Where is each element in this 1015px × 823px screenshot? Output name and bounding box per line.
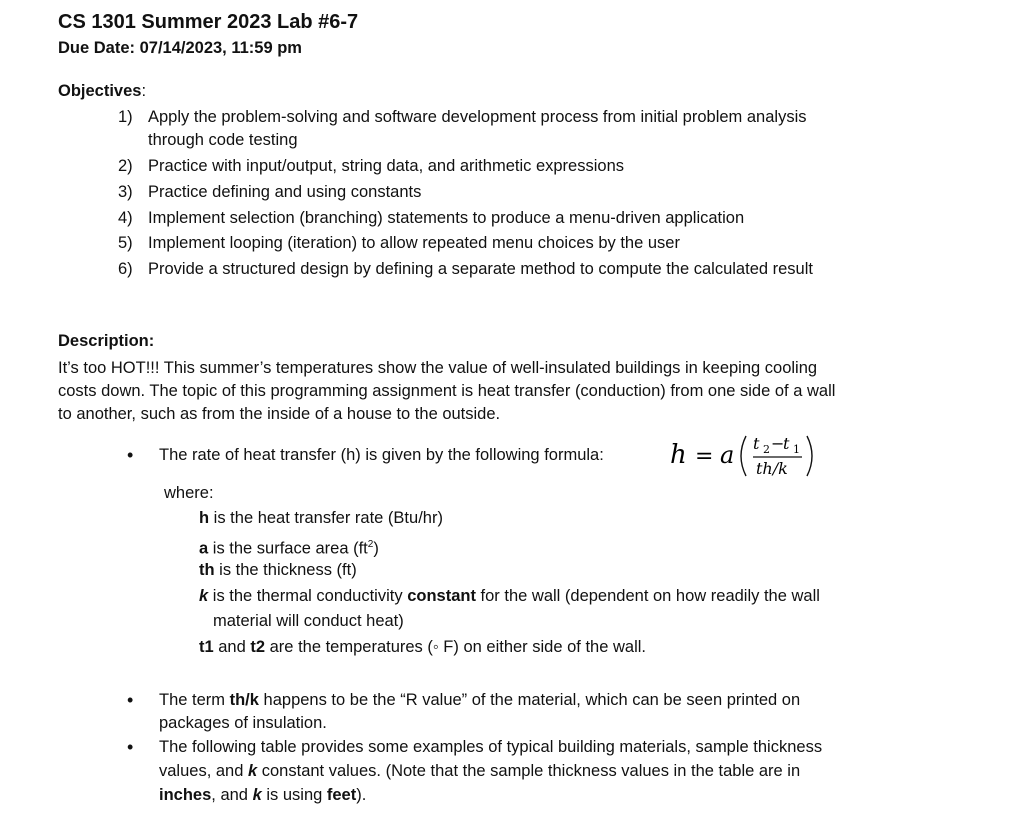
description-heading: Description:	[58, 332, 155, 350]
var-a-sup: 2	[367, 539, 374, 550]
var-t1: t1	[199, 638, 214, 656]
formula-denominator: th/k	[756, 459, 788, 478]
units-mid2: is using	[261, 786, 327, 804]
objective-item-continued: through code testing	[148, 131, 298, 149]
table-intro-line-2	[159, 760, 800, 783]
var-k: k	[199, 587, 209, 605]
var-a: a	[199, 539, 209, 558]
objective-item: Implement looping (iteration) to allow repeated menu choices by the user	[148, 234, 680, 252]
table-intro-k: k	[247, 762, 258, 780]
description-paragraph-line: It’s too HOT!!! This summer’s temperatures show the value of well-insulated buildings in keeping cooling	[58, 359, 818, 377]
var-t2: t2	[250, 638, 266, 656]
objectives-heading-label: Objectives	[58, 82, 142, 100]
objective-number: 4)	[118, 209, 133, 227]
units-k: k	[252, 786, 262, 804]
var-h: h	[199, 509, 210, 527]
where-k-continued: material will conduct heat)	[213, 612, 404, 630]
objective-item: Apply the problem-solving and software development process from initial problem analysis	[148, 108, 807, 126]
r-value-post: happens to be the “R value” of the material, which can be seen printed on	[258, 691, 801, 709]
table-intro-pre: values, and	[159, 762, 248, 780]
objective-item: Practice with input/output, string data, and arithmetic expressions	[148, 157, 624, 175]
formula-t1: t	[783, 434, 790, 453]
where-t	[199, 636, 646, 659]
r-value-line-2: packages of insulation.	[159, 714, 327, 732]
bullet-marker	[127, 444, 133, 468]
objective-number: 3)	[118, 183, 133, 201]
formula-equals: =	[695, 444, 714, 469]
heat-transfer-formula	[668, 430, 828, 482]
objective-number: 6)	[118, 260, 133, 278]
units-end: ).	[356, 786, 367, 804]
objectives-heading-colon: :	[141, 82, 147, 100]
objective-number: 1)	[118, 108, 133, 126]
page-title: CS 1301 Summer 2023 Lab #6-7	[58, 11, 359, 33]
objective-item: Implement selection (branching) statements to produce a menu-driven application	[148, 209, 745, 227]
var-t-and: and	[213, 638, 251, 656]
var-t-desc: are the temperatures (◦ F) on either side of the wall.	[265, 638, 646, 656]
where-a	[199, 533, 379, 561]
description-paragraph-line: costs down. The topic of this programming assignment is heat transfer (conduction) from one side of a wall	[58, 382, 836, 400]
var-th: th	[199, 561, 215, 579]
objective-number: 2)	[118, 157, 133, 175]
units-inches: inches	[159, 786, 212, 804]
var-h-desc: is the heat transfer rate (Btu/hr)	[209, 509, 443, 527]
var-a-desc: is the surface area (ft	[208, 539, 368, 558]
var-th-desc: is the thickness (ft)	[214, 561, 357, 579]
var-k-desc1: is the thermal conductivity	[208, 587, 408, 605]
where-k	[199, 585, 820, 608]
formula-intro: The rate of heat transfer (h) is given by the following formula:	[159, 446, 604, 464]
var-a-end: )	[373, 539, 379, 558]
formula-sub1: 1	[793, 443, 800, 456]
bullet-marker	[127, 736, 133, 760]
formula-h: h	[670, 440, 687, 470]
objective-item: Practice defining and using constants	[148, 183, 422, 201]
units-feet: feet	[326, 786, 357, 804]
where-th	[199, 559, 357, 582]
formula-a: a	[720, 441, 735, 469]
formula-sub2: 2	[763, 443, 770, 456]
objective-item: Provide a structured design by defining a separate method to compute the calculated result	[148, 260, 813, 278]
table-intro-line-1: The following table provides some examples of typical building materials, sample thickness	[159, 738, 823, 756]
table-intro-line-3	[159, 784, 366, 807]
description-paragraph-line: to another, such as from the inside of a house to the outside.	[58, 405, 501, 423]
r-value-line	[159, 689, 800, 712]
objectives-heading	[58, 82, 146, 101]
var-k-desc2: for the wall (dependent on how readily the wall	[475, 587, 820, 605]
formula-right-paren	[807, 436, 812, 476]
formula-t2: t	[753, 434, 760, 453]
objective-number: 5)	[118, 234, 133, 252]
where-label: where:	[164, 484, 214, 502]
bullet-marker	[127, 689, 133, 713]
due-date: Due Date: 07/14/2023, 11:59 pm	[58, 39, 302, 57]
where-h	[199, 507, 443, 530]
formula-left-paren	[741, 436, 746, 476]
formula-minus: −	[771, 434, 785, 453]
var-k-constant: constant	[407, 587, 476, 605]
r-value-pre: The term	[159, 691, 230, 709]
table-intro-post: constant values. (Note that the sample thickness values in the table are in	[257, 762, 801, 780]
r-value-term: th/k	[229, 691, 259, 709]
units-mid: , and	[211, 786, 253, 804]
